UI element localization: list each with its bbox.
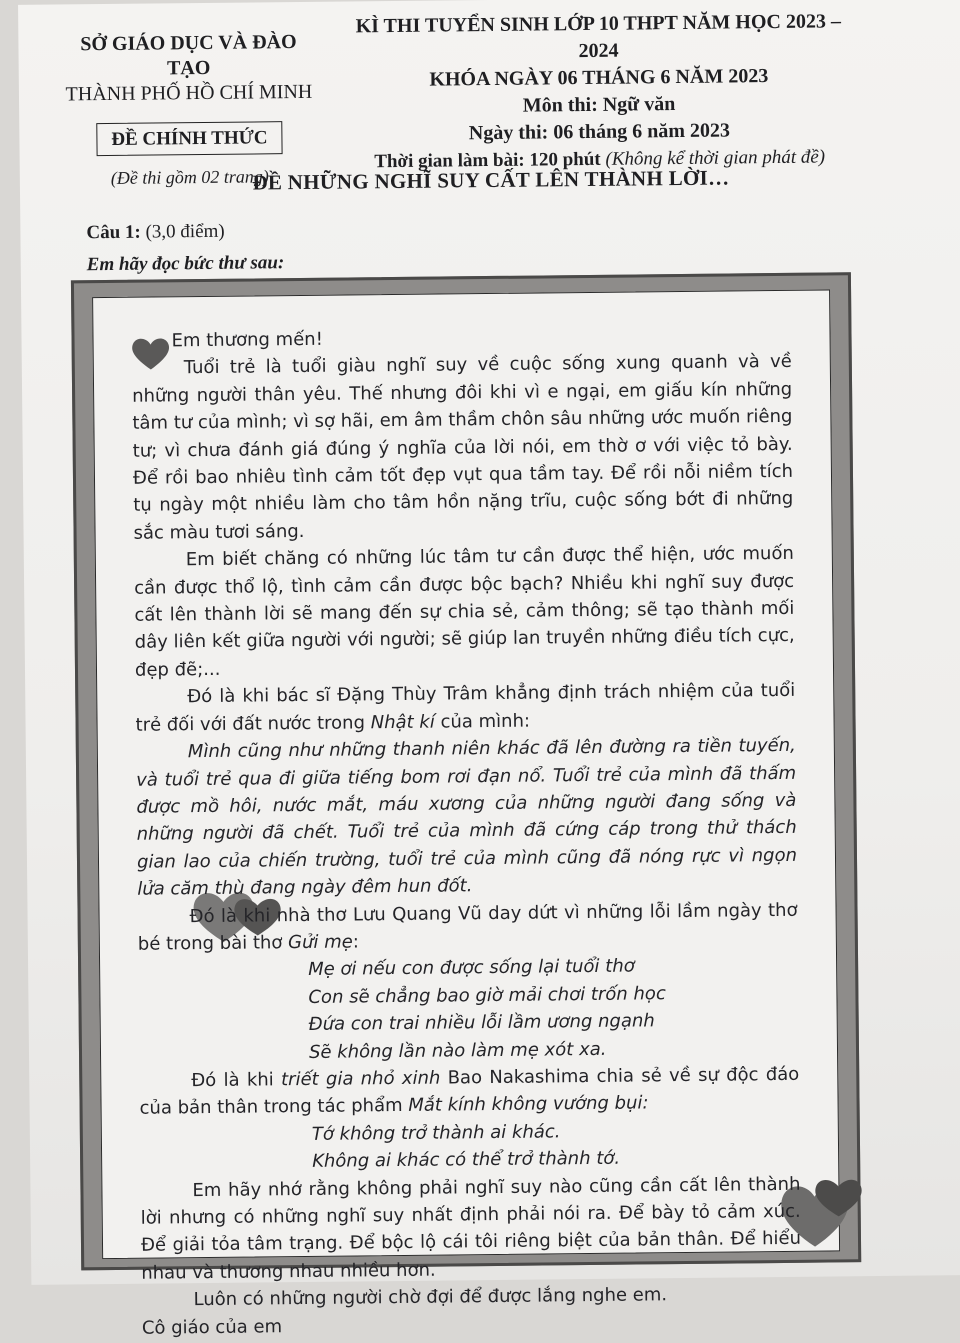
letter-paragraph-5 <box>139 1061 800 1123</box>
paragraph-5-text: Đó là khi <box>191 1069 282 1092</box>
exam-name: KÌ THI TUYỂN SINH LỚP 10 THPT NĂM HỌC 2023 – 2024 <box>355 10 841 63</box>
letter-paragraph-3 <box>135 677 796 739</box>
letter-paragraph-4 <box>137 896 798 958</box>
header-exam-info <box>338 8 860 175</box>
paragraph-4-text: Đó là khi nhà thơ Lưu Quang Vũ day dứt vì những lỗi lầm ngày thơ bé trong bài thơ <box>137 899 798 955</box>
paragraph-5-mid: Bao Nakashima chia sẻ về sự độc đáo của bản thân trong tác phẩm <box>139 1063 800 1120</box>
letter-signature: Cô giáo của em <box>141 1315 283 1339</box>
poem-line: Mẹ ơi nếu con được sống lại tuổi thơ <box>308 955 635 981</box>
exam-session: KHÓA NGÀY 06 THÁNG 6 NĂM 2023 <box>429 65 769 91</box>
paragraph-3-tail: của mình: <box>434 710 531 733</box>
letter-frame <box>71 272 861 1339</box>
work-title-mat-kinh: Mắt kính không vướng bụi: <box>408 1092 649 1117</box>
question-instruction: Em hãy đọc bức thư sau: <box>86 252 285 276</box>
poem-line: Con sẽ chẳng bao giờ mải chơi trốn học <box>308 982 666 1008</box>
quote-line: Tớ không trở thành ai khác. <box>311 1121 561 1145</box>
department-line-2: THÀNH PHỐ HỒ CHÍ MINH <box>65 80 313 106</box>
question-points: (3,0 điểm) <box>140 220 225 243</box>
letter-paragraph-2: Em biết chăng có những lúc tâm tư cần được thể hiện, ước muốn cần được thổ lộ, tình cảm cần được bộc bạch? Nhiều khi nghĩ suy được cất lên thành lời sẽ mang đến sự chia sẻ, cảm thông; sẽ tạo thành mối dây liên kết giữa người với người; sẽ giúp lan truyền những điều tích cực, đẹp đẽ;... <box>134 543 795 681</box>
question-number: Câu 1: <box>86 221 141 244</box>
exam-title: ĐỀ NHỮNG NGHĨ SUY CẤT LÊN THÀNH LỜI… <box>252 165 730 195</box>
diary-quote: Mình cũng như những thanh niên khác đã lên đường ra tiền tuyến, và tuổi trẻ qua đi giữa tiếng bom rơi đạn nổ. Tuổi trẻ của mình đã thấm được mồ hôi, nước mắt, máu xương của những người đang sống và những người đã chết. Tuổi trẻ của mình đã cứng cáp trong thử thách gian lao của chiến trường, tuổi trẻ của mình cũng đã nóng rực vì ngọn lửa căm thù đang ngày đêm hun đốt. <box>136 734 798 900</box>
paragraph-3-text: Đó là khi bác sĩ Đặng Thùy Trâm khẳng định trách nhiệm của tuổi trẻ đối với đất nước trong <box>135 680 796 736</box>
duration-note: (Không kể thời gian phát đề) <box>605 146 826 170</box>
letter-salutation: Em thương mến! <box>171 328 323 352</box>
philosopher-phrase: triết gia nhỏ xinh <box>280 1067 441 1091</box>
pages-note: (Đề thi gồm 02 trang) <box>110 166 269 188</box>
paragraph-4-tail: : <box>352 931 359 953</box>
exam-subject: Môn thi: Ngữ văn <box>522 93 676 117</box>
official-badge: ĐỀ CHÍNH THỨC <box>96 121 283 156</box>
quote-line: Không ai khác có thể trở thành tớ. <box>312 1147 621 1173</box>
poem-line: Sẽ không lần nào làm mẹ xót xa. <box>308 1038 607 1063</box>
letter-paragraph-1: Tuổi trẻ là tuổi giàu nghĩ suy về cuộc sống xung quanh và về những người thân yêu. Thế nhưng đôi khi vì e ngại, em giấu kín những tâm tư của mình; vì sợ hãi, em âm thầm chôn sâu những ước muốn riêng tư; vì chưa đánh giá đúng ý nghĩa của lời nói, em thờ ơ với việc tỏ bày. Để rồi bao nhiêu tình cảm tốt đẹp vụt qua tầm tay. Để rồi nỗi niềm tích tụ ngày một nhiều làm cho tâm hồn nặng trĩu, cuộc sống bớt đi những sắc màu tươi sáng. <box>132 351 794 544</box>
question-label <box>86 221 225 244</box>
department-line-1: SỞ GIÁO DỤC VÀ ĐÀO TẠO <box>80 31 297 80</box>
exam-date: Ngày thi: 06 tháng 6 năm 2023 <box>468 119 731 145</box>
duration-label: Thời gian làm bài: 120 phút <box>374 148 606 173</box>
poem-line: Đứa con trai nhiều lỗi lầm ương ngạnh <box>308 1010 655 1036</box>
work-title-nhat-ki: Nhật kí <box>370 711 435 733</box>
letter-body <box>131 321 802 1342</box>
header-department <box>58 30 320 192</box>
letter-paragraph-6: Em hãy nhớ rằng không phải nghĩ suy nào cũng cần cất lên thành lời nhưng có những nghĩ suy nhất định phải nói ra. Để bày tỏ cảm xúc. Để giải tỏa tâm trạng. Để bộc lộ cái tôi riêng biệt của bản thân. Để hiểu nhau và thương nhau nhiều hơn. <box>140 1173 802 1284</box>
work-title-gui-me: Gửi mẹ <box>287 931 353 954</box>
letter-paragraph-7: Luôn có những người chờ đợi để được lắng nghe em. <box>193 1284 668 1311</box>
letter-frame-inner <box>92 289 840 1339</box>
exam-sheet <box>18 0 960 1339</box>
